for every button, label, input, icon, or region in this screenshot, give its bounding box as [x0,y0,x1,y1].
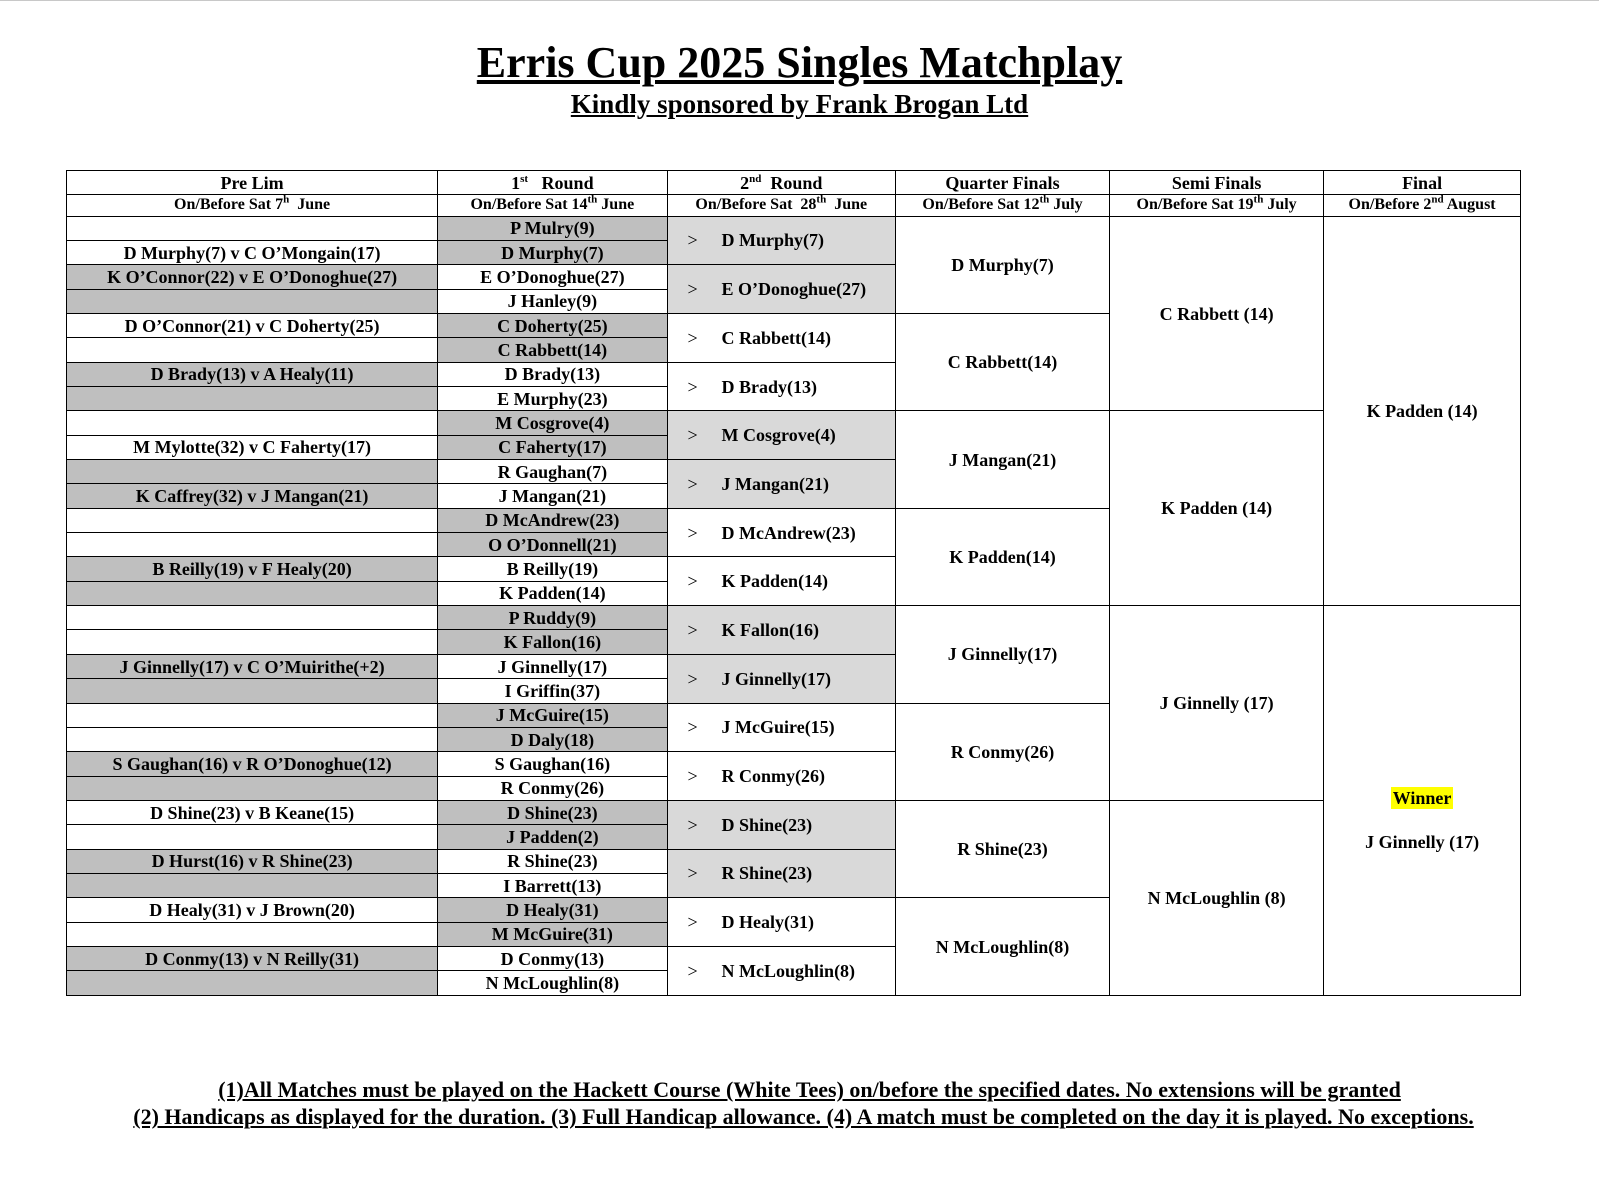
round2-player [667,265,895,314]
prelim-cell: D Shine(23) v B Keane(15) [67,800,438,824]
winner-label: Winner [1392,787,1452,808]
advance-arrow-icon: > [687,863,698,884]
prelim-cell: D O’Connor(21) v C Doherty(25) [67,314,438,338]
round1-player: I Griffin(37) [438,679,667,703]
page-title: Erris Cup 2025 Singles Matchplay [476,38,1123,87]
prelim-cell [67,606,438,630]
bracket-row [67,411,1521,435]
rules-line-2: (2) Handicaps as displayed for the duration. (3) Full Handicap allowance. (4) A match must be completed on the day it is played. No exceptions. [133,1104,1474,1129]
round1-player: S Gaughan(16) [438,752,667,776]
prelim-cell: S Gaughan(16) v R O’Donoghue(12) [67,752,438,776]
header-semi-final: Semi Finals [1110,171,1324,195]
date-month: July [1049,196,1083,214]
date-month: August [1443,196,1496,214]
advance-arrow-icon: > [687,522,698,543]
advance-arrow-icon: > [687,473,698,494]
round-number: 1 [511,172,521,193]
round1-player: D Shine(23) [438,800,667,824]
prelim-cell [67,922,438,946]
prelim-cell [67,289,438,313]
advance-arrow-icon: > [687,960,698,981]
prelim-cell [67,216,438,240]
prelim-cell [67,411,438,435]
date-suffix: th [1039,194,1050,207]
draw-bracket-table [66,170,1521,996]
round1-player: E Murphy(23) [438,387,667,411]
date-text: On/Before Sat 14 [470,196,588,214]
round2-player [667,654,895,703]
round2-player [667,314,895,363]
round-name-row [67,171,1521,195]
round-date-row [67,195,1521,216]
advance-arrow-icon: > [687,619,698,640]
prelim-cell: M Mylotte(32) v C Faherty(17) [67,435,438,459]
date-text: On/Before Sat 7 [174,196,284,214]
round1-player: I Barrett(13) [438,873,667,897]
round2-player-name: D Healy(31) [721,912,815,933]
round2-player-name: D McAndrew(23) [721,522,856,543]
round1-player: D Conmy(13) [438,946,667,970]
date-prelim [67,195,438,216]
round1-player: R Shine(23) [438,849,667,873]
round1-player: N McLoughlin(8) [438,971,667,996]
date-round-1 [438,195,667,216]
date-month: June [289,196,331,214]
round1-player: J McGuire(15) [438,703,667,727]
round2-player [667,460,895,509]
prelim-cell [67,533,438,557]
round1-player: J Mangan(21) [438,484,667,508]
round1-player: D McAndrew(23) [438,508,667,532]
quarter-final-player: N McLoughlin(8) [895,898,1109,996]
advance-arrow-icon: > [687,425,698,446]
round-word: Round [761,172,823,193]
round2-player-name: M Cosgrove(4) [721,425,836,446]
advance-arrow-icon: > [687,279,698,300]
prelim-cell [67,727,438,751]
header-prelim: Pre Lim [67,171,438,195]
prelim-cell: J Ginnelly(17) v C O’Muirithe(+2) [67,654,438,678]
round2-player [667,946,895,995]
date-quarter-final [895,195,1109,216]
round2-player-name: D Brady(13) [721,376,818,397]
round2-player [667,411,895,460]
round2-player [667,557,895,606]
round2-player-name: K Fallon(16) [721,619,820,640]
semi-final-player: N McLoughlin (8) [1110,800,1324,995]
advance-arrow-icon: > [687,912,698,933]
round1-player: J Hanley(9) [438,289,667,313]
round2-player [667,849,895,898]
prelim-cell: K Caffrey(32) v J Mangan(21) [67,484,438,508]
prelim-cell [67,387,438,411]
bracket-row [67,800,1521,824]
round1-player: J Ginnelly(17) [438,654,667,678]
date-final [1324,195,1521,216]
round2-player [667,752,895,801]
round1-player: C Doherty(25) [438,314,667,338]
date-suffix: th [816,194,827,207]
round2-player-name: J Mangan(21) [721,473,830,494]
prelim-cell [67,703,438,727]
round2-player-name: R Conmy(26) [721,766,826,787]
round1-player: D Brady(13) [438,362,667,386]
round1-player: O O’Donnell(21) [438,533,667,557]
round1-player: J Padden(2) [438,825,667,849]
advance-arrow-icon: > [687,230,698,251]
prelim-cell: D Healy(31) v J Brown(20) [67,898,438,922]
header-round-1 [438,171,667,195]
round1-player: C Rabbett(14) [438,338,667,362]
prelim-cell [67,460,438,484]
advance-arrow-icon: > [687,814,698,835]
round2-player [667,508,895,557]
page-subtitle: Kindly sponsored by Frank Brogan Ltd [570,89,1029,119]
prelim-cell [67,581,438,605]
round2-player-name: K Padden(14) [721,571,829,592]
rules-footer [0,1076,1599,1130]
round1-player: R Conmy(26) [438,776,667,800]
date-text: On/Before 2 [1348,196,1432,214]
date-text: On/Before Sat 28 [695,196,817,214]
prelim-cell [67,825,438,849]
header-round-2 [667,171,895,195]
advance-arrow-icon: > [687,717,698,738]
round2-player-name: N McLoughlin(8) [721,960,856,981]
round1-player: D Daly(18) [438,727,667,751]
prelim-cell: D Hurst(16) v R Shine(23) [67,849,438,873]
date-suffix: h [283,194,290,207]
prelim-cell: B Reilly(19) v F Healy(20) [67,557,438,581]
advance-arrow-icon: > [687,668,698,689]
round1-player: R Gaughan(7) [438,460,667,484]
quarter-final-player: C Rabbett(14) [895,314,1109,411]
round1-player: K Padden(14) [438,581,667,605]
date-month: June [597,196,635,214]
prelim-cell [67,679,438,703]
round1-player: E O’Donoghue(27) [438,265,667,289]
final-top-player: K Padden (14) [1324,216,1521,606]
rules-line-1: (1)All Matches must be played on the Hackett Course (White Tees) on/before the specified dates. No extensions will be granted [218,1077,1401,1102]
quarter-final-player: K Padden(14) [895,508,1109,605]
quarter-final-player: R Conmy(26) [895,703,1109,800]
prelim-cell [67,630,438,654]
prelim-cell [67,873,438,897]
date-suffix: th [587,194,598,207]
advance-arrow-icon: > [687,327,698,348]
prelim-cell [67,508,438,532]
quarter-final-player: D Murphy(7) [895,216,1109,313]
prelim-cell [67,338,438,362]
round2-player-name: D Murphy(7) [721,230,825,251]
semi-final-player: K Padden (14) [1110,411,1324,606]
round-number: 2 [740,172,750,193]
round2-player-name: R Shine(23) [721,863,813,884]
round-suffix: nd [749,172,762,185]
round1-player: M Cosgrove(4) [438,411,667,435]
quarter-final-player: J Mangan(21) [895,411,1109,508]
bracket-row [67,606,1521,630]
date-semi-final [1110,195,1324,216]
advance-arrow-icon: > [687,766,698,787]
winner-label-wrap [1324,789,1520,807]
prelim-cell [67,971,438,996]
header-quarter-final: Quarter Finals [895,171,1109,195]
advance-arrow-icon: > [687,376,698,397]
round1-player: B Reilly(19) [438,557,667,581]
round2-player [667,800,895,849]
round1-player: D Healy(31) [438,898,667,922]
champion-name: J Ginnelly (17) [1365,831,1480,852]
date-month: June [826,196,868,214]
date-round-2 [667,195,895,216]
semi-final-player: C Rabbett (14) [1110,216,1324,411]
round1-player: C Faherty(17) [438,435,667,459]
prelim-cell: K O’Connor(22) v E O’Donoghue(27) [67,265,438,289]
date-text: On/Before Sat 12 [922,196,1040,214]
round1-player: K Fallon(16) [438,630,667,654]
round2-player [667,898,895,947]
round2-player [667,216,895,265]
prelim-cell [67,776,438,800]
round2-player [667,606,895,655]
round1-player: D Murphy(7) [438,240,667,264]
date-suffix: th [1253,194,1264,207]
top-border-line [0,0,1599,1]
round2-player [667,703,895,752]
prelim-cell: D Brady(13) v A Healy(11) [67,362,438,386]
quarter-final-player: J Ginnelly(17) [895,606,1109,703]
header-final: Final [1324,171,1521,195]
date-suffix: nd [1431,194,1444,207]
quarter-final-player: R Shine(23) [895,800,1109,897]
round-suffix: st [520,172,529,185]
bracket-row [67,216,1521,240]
final-winner-cell [1324,606,1521,996]
round2-player-name: J McGuire(15) [721,717,835,738]
advance-arrow-icon: > [687,571,698,592]
prelim-cell: D Murphy(7) v C O’Mongain(17) [67,240,438,264]
round2-player-name: D Shine(23) [721,814,813,835]
round-word: Round [528,172,594,193]
semi-final-player: J Ginnelly (17) [1110,606,1324,801]
date-text: On/Before Sat 19 [1136,196,1254,214]
round2-player-name: C Rabbett(14) [721,327,832,348]
round2-player-name: J Ginnelly(17) [721,668,832,689]
prelim-cell: D Conmy(13) v N Reilly(31) [67,946,438,970]
round1-player: P Mulry(9) [438,216,667,240]
round2-player-name: E O’Donoghue(27) [721,279,867,300]
date-month: July [1263,196,1297,214]
round1-player: P Ruddy(9) [438,606,667,630]
round1-player: M McGuire(31) [438,922,667,946]
round2-player [667,362,895,411]
